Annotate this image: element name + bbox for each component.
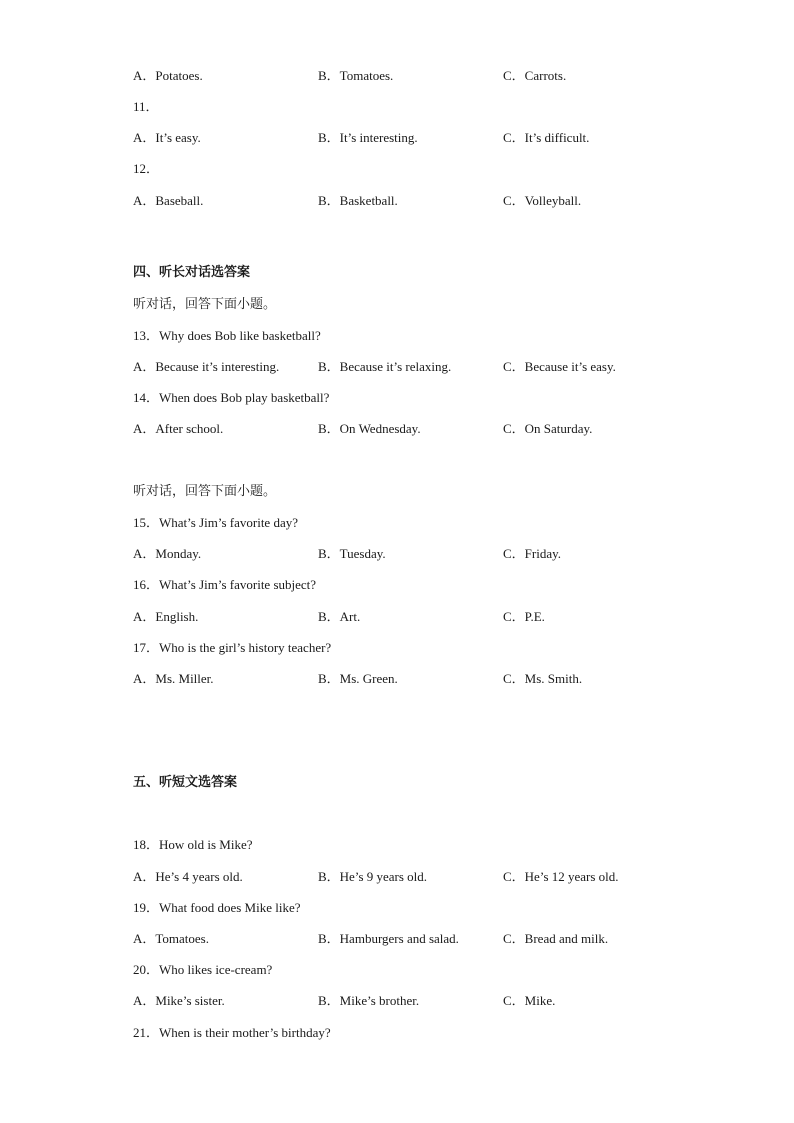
q16-option-c: C．P.E. [503,609,545,624]
q14-options [133,421,733,437]
q16-question: 16．What’s Jim’s favorite subject? [133,577,317,592]
q20-options [133,993,733,1009]
q12-number: 12． [133,161,160,176]
section4-dialog2-instruction: 听对话，回答下面小题。 [133,484,277,499]
q11-option-c: C．It’s difficult. [503,130,590,145]
q19-question: 19．What food does Mike like? [133,900,301,915]
q12-option-a: A．Baseball. [133,193,204,208]
q17-option-b: B．Ms. Green. [318,671,398,686]
q20-option-b: B．Mike’s brother. [318,993,420,1008]
q16-option-a: A．English. [133,609,199,624]
q17-question: 17．Who is the girl’s history teacher? [133,640,332,655]
q15-options [133,546,733,562]
q13-option-b: B．Because it’s relaxing. [318,359,452,374]
q19-option-a: A．Tomatoes. [133,931,209,946]
q21-question: 21．When is their mother’s birthday? [133,1025,331,1040]
q18-option-a: A．He’s 4 years old. [133,869,243,884]
q17-option-a: A．Ms. Miller. [133,671,214,686]
section4-dialog1-instruction: 听对话，回答下面小题。 [133,297,277,312]
q19-option-b: B．Hamburgers and salad. [318,931,459,946]
q15-option-a: A．Monday. [133,546,202,561]
q13-option-c: C．Because it’s easy. [503,359,616,374]
section5-heading: 五、听短文选答案 [133,775,238,790]
q14-option-c: C．On Saturday. [503,421,593,436]
q11-number: 11． [133,99,159,114]
q12-option-c: C．Volleyball. [503,193,582,208]
q11-option-b: B．It’s interesting. [318,130,418,145]
q18-option-c: C．He’s 12 years old. [503,869,619,884]
q13-question: 13．Why does Bob like basketball? [133,328,321,343]
q14-question: 14．When does Bob play basketball? [133,390,330,405]
q17-option-c: C．Ms. Smith. [503,671,583,686]
q19-options [133,931,733,947]
q15-option-c: C．Friday. [503,546,562,561]
q16-option-b: B．Art. [318,609,361,624]
q12-option-b: B．Basketball. [318,193,398,208]
section4-heading: 四、听长对话选答案 [133,265,251,280]
q14-option-a: A．After school. [133,421,224,436]
q14-option-b: B．On Wednesday. [318,421,421,436]
q20-question: 20．Who likes ice-cream? [133,962,273,977]
q18-options [133,869,733,885]
q12-options [133,193,733,209]
q10-option-b: B．Tomatoes. [318,68,394,83]
q20-option-c: C．Mike. [503,993,556,1008]
q10-option-a: A．Potatoes. [133,68,203,83]
q19-option-c: C．Bread and milk. [503,931,609,946]
q18-question: 18．How old is Mike? [133,837,253,852]
q18-option-b: B．He’s 9 years old. [318,869,428,884]
q15-question: 15．What’s Jim’s favorite day? [133,515,298,530]
q11-option-a: A．It’s easy. [133,130,201,145]
q13-option-a: A．Because it’s interesting. [133,359,280,374]
q17-options [133,671,733,687]
q13-options [133,359,733,375]
q15-option-b: B．Tuesday. [318,546,386,561]
q10-option-c: C．Carrots. [503,68,567,83]
q11-options [133,130,733,146]
q20-option-a: A．Mike’s sister. [133,993,225,1008]
q10-options [133,68,733,84]
q16-options [133,609,733,625]
